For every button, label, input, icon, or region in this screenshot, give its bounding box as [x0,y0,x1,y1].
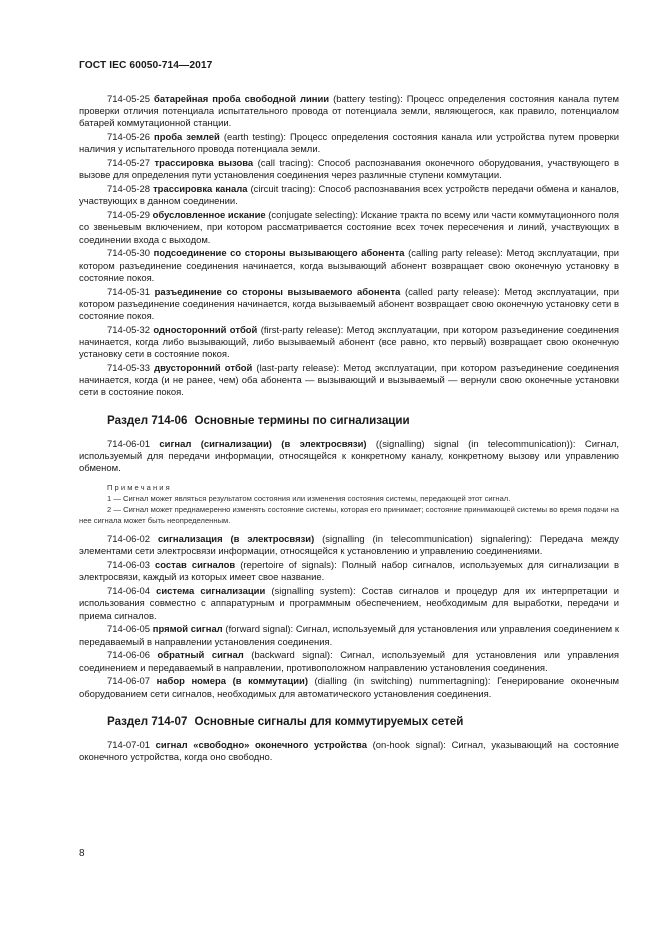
entry-number: 714-06-02 [107,534,151,546]
entry-term: сигнал «свободно» оконечного устройства [155,739,367,751]
entry-term: трассировка вызова [154,158,254,170]
section-title: Основные сигналы для коммутируемых сетей [194,714,464,728]
entry-number: 714-06-04 [107,586,151,598]
entry-term: двусторонний отбой [154,363,253,375]
entry-definition: (called party release): Метод эксплуатации, при котором разъединение соединения начинается, когда вызываемый абонент возвращает свою оконечную установку сети в состояние покоя. [79,286,619,323]
entry-definition: (dialling (in switching) nummertagning): Генерирование оконечным оборудованием сети сигналов, необходимых для автоматического установления соединения. [79,676,620,700]
section-heading-714-07 [107,715,619,728]
entry-definition: (signalling system): Состав сигналов и процедур для их интерпретации и использования совместно с аппаратурным и программным обеспечением, необходимым для выработки, передачи и приема сигналов. [79,586,620,622]
term-entry [79,325,619,362]
entry-term: система сигнализации [156,586,266,598]
entry-number: 714-05-25 [107,94,151,105]
entry-definition: (signalling (in telecommunication) signalering): Передача между элементами сети электросвязи информации, относящейся к установлению и управлению соединениями. [79,534,620,558]
entry-number: 714-05-31 [107,286,151,298]
entries-714-05 [79,94,619,400]
entry-number: 714-05-27 [107,158,151,170]
section-label: Раздел 714-06 [107,413,188,427]
entry-term: прямой сигнал [152,624,223,636]
entry-term: сигнал (сигнализации) (в электросвязи) [159,438,367,450]
entry-definition: (first-party release): Метод эксплуатации, при котором разъединение соединения начинается, когда либо вызывающий, либо вызываемый абонент (все равно, кто первый) возвращает свою оконечную установку сети в состояние покоя. [79,324,619,361]
entry-number: 714-06-03 [107,560,151,572]
entry-term: проба землей [154,132,220,144]
entry-definition: (calling party release): Метод эксплуатации, при котором разъединение соединения начинается, когда вызывающий абонент возвращает свою оконечную установку в состояние покоя. [79,248,619,284]
entry-number: 714-05-29 [107,210,151,222]
entry-definition: (repertoire of signals): Полный набор сигналов, используемых для сигнализации в электросвязи, каждый из которых имеет свое название. [79,560,619,584]
section-label: Раздел 714-07 [107,714,188,728]
entries-714-06 [79,534,619,701]
entry-definition: (circuit tracing): Способ распознавания всех устройств передачи обмена и каналов, участвующих в данном соединении. [79,184,619,208]
term-entry [79,210,619,247]
term-entry [79,132,619,156]
entry-definition: (conjugate selecting): Искание тракта по всему или части коммутационного поля со звеньевым включением, при котором рассматривается состояние всех точек пересечения и линий, участвующих в соединении входа с выходом. [79,210,619,246]
notes-block [79,483,619,526]
entry-definition: (earth testing): Процесс определения состояния канала или устройства путем проверки наличия у испытательного провода потенциала земли. [79,132,619,156]
entry-definition: (on-hook signal): Сигнал, указывающий на состояние оконечного устройства, когда оно свободно. [79,739,619,764]
entry-term: батарейная проба свободной линии [154,94,330,105]
term-entry [79,94,619,131]
entry-definition: (forward signal): Сигнал, используемый для установления или управления соединением к передаваемый в направлении установления соединения. [79,624,620,648]
entry-term: обусловленное искание [152,210,266,222]
entry-definition: ((signalling) signal (in telecommunication)): Сигнал, используемый для передачи информации, относящейся к конкретному каналу, конкретному вызову или управлению обменом. [79,438,620,475]
section-title: Основные термины по сигнализации [194,413,410,427]
term-entry [79,534,619,558]
entry-definition: (last-party release): Метод эксплуатации, при котором разъединение соединения начинается, когда (и не ранее, чем) оба абонента — вызывающий и вызываемый — вернули свою оконечные установки сети в состояние покоя. [79,363,620,399]
entry-term: сигнализация (в электросвязи) [157,534,315,546]
term-entry [79,439,619,476]
page-header: ГОСТ IEC 60050-714—2017 [79,60,213,71]
entry-term: трассировка канала [153,184,248,196]
note-item: 2 — Сигнал может преднамеренно изменять состояние системы, которая его принимает; состояние принимающей системы во время подачи на нее сигнала может быть неопределенным. [79,505,619,526]
entry-term: набор номера (в коммутации) [156,676,308,688]
term-entry [79,184,619,208]
entry-number: 714-07-01 [107,739,151,751]
term-entry [79,624,619,648]
entry-number: 714-06-06 [107,650,151,662]
note-item: 1 — Сигнал может являться результатом состояния или изменения состояния системы, передающей этот сигнал. [107,494,511,504]
entry-term: подсоединение со стороны вызывающего абонента [153,248,405,260]
term-entry [79,586,619,623]
entry-number: 714-05-33 [107,363,151,375]
term-entry [79,363,619,400]
entry-term: состав сигналов [155,560,236,572]
notes-heading: Примечания [107,483,172,493]
document-body [79,94,619,766]
term-entry [79,287,619,324]
section-heading-714-06 [107,414,619,427]
entry-definition: (battery testing): Процесс определения состояния канала путем проверки отличия потенциала испытательного провода от потенциала земли, являющегося, как правило, потенциалом батарей коммутационной станции. [79,94,619,130]
term-entry [79,676,619,700]
term-entry [79,650,619,674]
entry-number: 714-05-32 [107,324,151,336]
entry-term: обратный сигнал [157,650,244,662]
term-entry [79,248,619,285]
entry-number: 714-05-26 [107,132,151,144]
entry-term: односторонний отбой [153,324,258,336]
entry-term: разъединение со стороны вызываемого абонента [154,286,401,298]
term-entry [79,560,619,584]
entry-definition: (backward signal): Сигнал, используемый для установления или управления соединением и передаваемый в направлении, противоположном направлению установления соединения. [79,650,620,674]
page-number: 8 [79,848,85,859]
entry-number: 714-06-07 [107,676,151,688]
entry-definition: (call tracing): Способ распознавания оконечного оборудования, участвующего в вызове для определения пути установления соединения через различные ступени коммутации. [79,158,620,182]
term-entry [79,740,619,764]
entry-number: 714-06-01 [107,438,151,450]
entry-number: 714-05-30 [107,248,151,260]
term-entry [79,158,619,182]
entry-number: 714-05-28 [107,184,151,196]
entry-number: 714-06-05 [107,624,151,636]
